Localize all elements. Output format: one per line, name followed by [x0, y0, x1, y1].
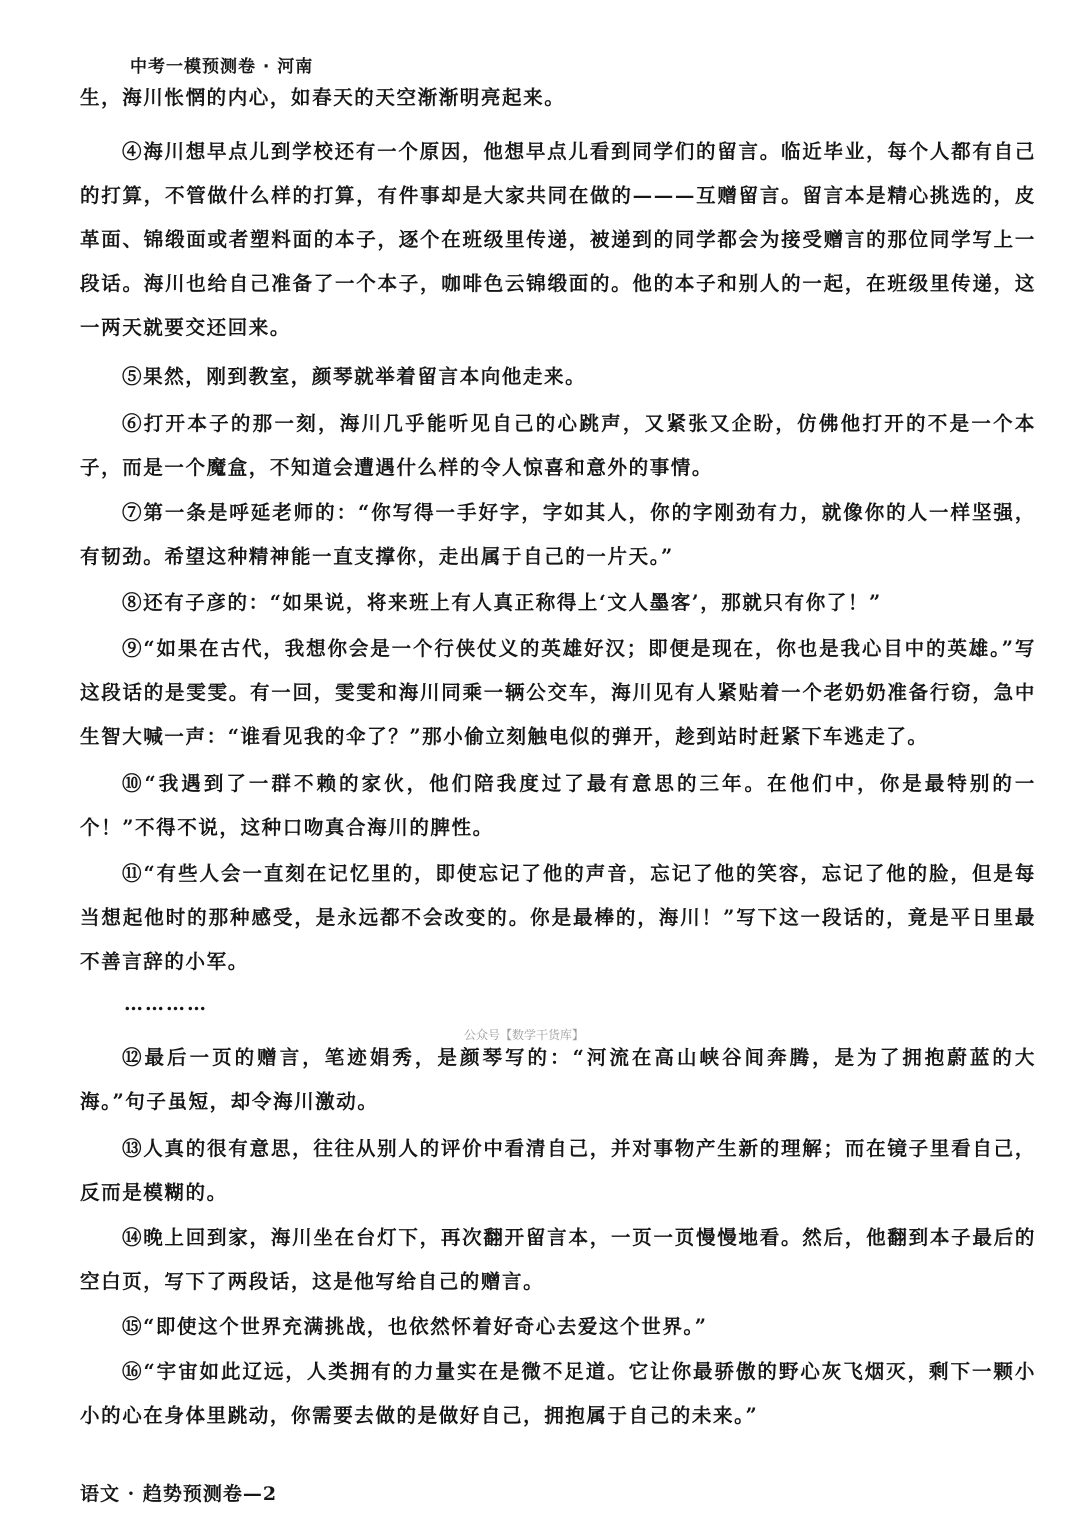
page-header: 中考一模预测卷 · 河南	[130, 57, 314, 77]
paragraph-12: ⑫最后一页的赠言，笔迹娟秀，是颜琴写的：“河流在高山峡谷间奔腾，是为了拥抱蔚蓝的大海。”句子虽短，却令海川激动。	[80, 1046, 1036, 1113]
paragraph-continued: 生，海川怅惘的内心，如春天的天空渐渐明亮起来。	[80, 86, 566, 109]
paragraph-16: ⑯“宇宙如此辽远，人类拥有的力量实在是微不足道。它让你最骄傲的野心灰飞烟灭，剩下一颗小小的心在身体里跳动，你需要去做的是做好自己，拥抱属于自己的未来。”	[80, 1360, 1036, 1427]
paragraph-4: ④海川想早点儿到学校还有一个原因，他想早点儿看到同学们的留言。临近毕业，每个人都有自己的打算，不管做什么样的打算，有件事却是大家共同在做的———互赠留言。留言本是精心挑选的，皮革面、锦缎面或者塑料面的本子，逐个在班级里传递，被递到的同学都会为接受赠言的那位同学写上一段话。海川也给自己准备了一个本子，咖啡色云锦缎面的。他的本子和别人的一起，在班级里传递，这一两天就要交还回来。	[80, 140, 1036, 339]
paragraph-13: ⑬人真的很有意思，往往从别人的评价中看清自己，并对事物产生新的理解；而在镜子里看自己，反而是模糊的。	[80, 1137, 1036, 1204]
paragraph-5: ⑤果然，刚到教室，颜琴就举着留言本向他走来。	[122, 365, 587, 388]
paragraph-10: ⑩“我遇到了一群不赖的家伙，他们陪我度过了最有意思的三年。在他们中，你是最特别的一个！”不得不说，这种口吻真合海川的脾性。	[80, 772, 1036, 839]
paragraph-11: ⑪“有些人会一直刻在记忆里的，即使忘记了他的声音，忘记了他的笑容，忘记了他的脸，但是每当想起他时的那种感受，是永远都不会改变的。你是最棒的，海川！”写下这一段话的，竟是平日里最不善言辞的小军。	[80, 862, 1036, 973]
paragraph-7: ⑦第一条是呼延老师的：“你写得一手好字，字如其人，你的字刚劲有力，就像你的人一样坚强，有韧劲。希望这种精神能一直支撑你，走出属于自己的一片天。”	[80, 501, 1036, 568]
watermark: 公众号【数学干货库】	[464, 1028, 585, 1042]
ellipsis: …………	[124, 993, 208, 1015]
paragraph-6: ⑥打开本子的那一刻，海川几乎能听见自己的心跳声，又紧张又企盼，仿佛他打开的不是一个本子，而是一个魔盒，不知道会遭遇什么样的令人惊喜和意外的事情。	[80, 412, 1036, 479]
paragraph-9: ⑨“如果在古代，我想你会是一个行侠仗义的英雄好汉；即便是现在，你也是我心目中的英雄。”写这段话的是雯雯。有一回，雯雯和海川同乘一辆公交车，海川见有人紧贴着一个老奶奶准备行窃，急中生智大喊一声：“谁看见我的伞了？”那小偷立刻触电似的弹开，趁到站时赶紧下车逃走了。	[80, 637, 1036, 748]
paragraph-8: ⑧还有子彦的：“如果说，将来班上有人真正称得上‘文人墨客’，那就只有你了！”	[122, 591, 882, 614]
page-footer: 语文 · 趋势预测卷—2	[80, 1483, 278, 1505]
paragraph-15: ⑮“即使这个世界充满挑战，也依然怀着好奇心去爱这个世界。”	[122, 1315, 708, 1338]
paragraph-14: ⑭晚上回到家，海川坐在台灯下，再次翻开留言本，一页一页慢慢地看。然后，他翻到本子最后的空白页，写下了两段话，这是他写给自己的赠言。	[80, 1226, 1036, 1293]
